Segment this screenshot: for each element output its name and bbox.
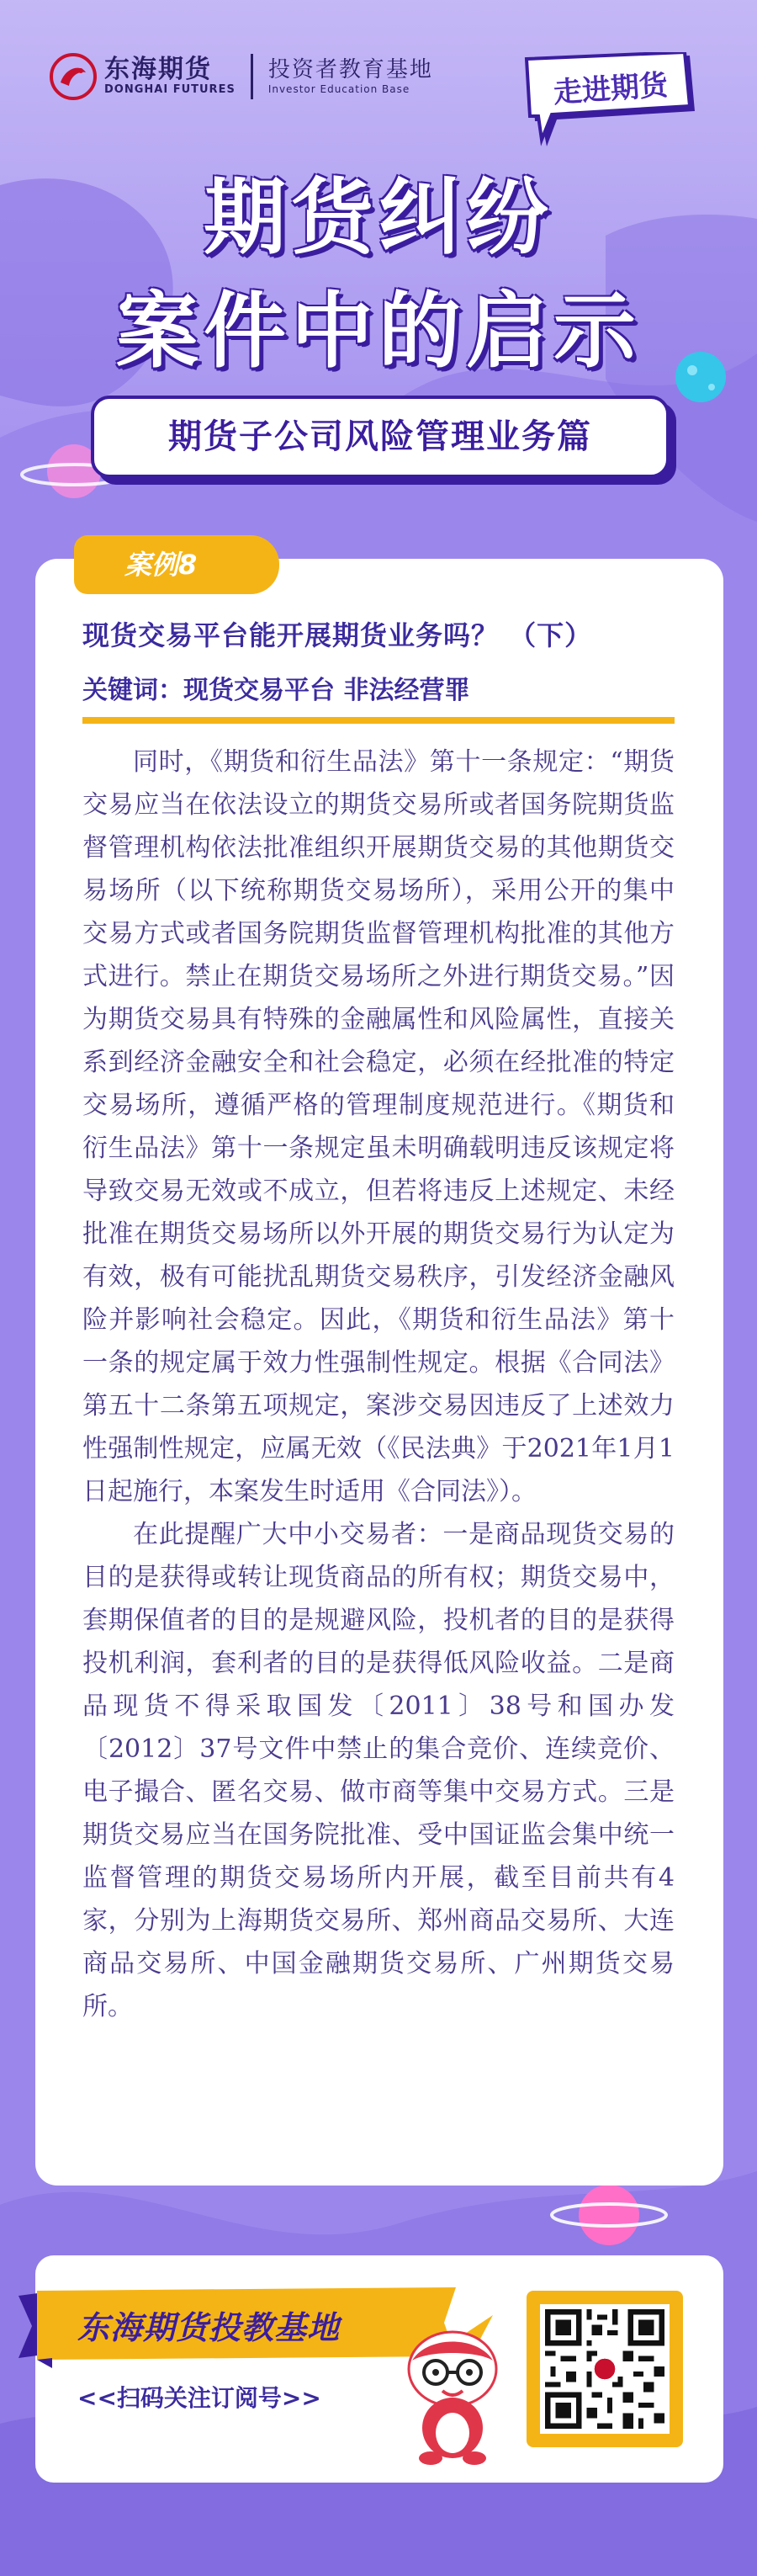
dragon-logo-icon <box>49 52 98 101</box>
education-base-label <box>268 57 433 96</box>
main-title-line-1: 期货纠纷 <box>203 170 553 266</box>
case-tag: 案例8 <box>74 535 279 594</box>
education-base-cn: 投资者教育基地 <box>267 57 433 82</box>
subtitle-banner: 期货子公司风险管理业务篇 <box>91 396 670 478</box>
footer-banner-label: 东海期货投教基地 <box>77 2309 341 2346</box>
dragon-mascot-icon <box>394 2310 511 2466</box>
education-base-en: Investor Education Base <box>267 83 410 95</box>
subscribe-prompt: <<扫码关注订阅号>> <box>77 2384 321 2412</box>
title-divider <box>82 717 675 724</box>
qr-code[interactable] <box>540 2304 670 2434</box>
case-body <box>82 741 675 2028</box>
bubble-label: 走进期货 <box>552 68 670 110</box>
brand-name-cn: 东海期货 <box>104 55 212 84</box>
body-paragraph-1: 同时，《期货和衍生品法》第十一条规定：“期货交易应当在依法设立的期货交易所或者国务院期货监督管理机构依法批准组织开展期货交易的其他期货交易场所（以下统称期货交易场所），采用公开的集中交易方式或者国务院期货监督管理机构批准的其他方式进行。禁止在期货交易场所之外进行期货交易。”因为期货交易具有特殊的金融属性和风险属性，直接关系到经济金融安全和社会稳定，必须在经批准的特定交易场所，遵循严格的管理制度规范进行。《期货和衍生品法》第十一条规定虽未明确载明违反该规定将导致交易无效或不成立，但若将违反上述规定、未经批准在期货交易场所以外开展的期货交易行为认定为有效，极有可能扰乱期货交易秩序，引发经济金融风险并影响社会稳定。因此，《期货和衍生品法》第十一条的规定属于效力性强制性规定。根据《合同法》第五十二条第五项规定，案涉交易因违反了上述效力性强制性规定，应属无效（《民法典》于2021年1月1日起施行，本案发生时适用《合同法》）。 <box>82 747 675 1506</box>
brand-header <box>49 52 433 101</box>
case-keywords: 关键词：现货交易平台 非法经营罪 <box>82 676 470 705</box>
logo-divider <box>251 54 253 99</box>
body-paragraph-2: 在此提醒广大中小交易者：一是商品现货交易的目的是获得或转让现货商品的所有权；期货交易中，套期保值者的目的是规避风险，投机者的目的是获得投机利润，套利者的目的是获得低风险收益。二是商品现货不得采取国发〔2011〕38号和国办发〔2012〕37号文件中禁止的集合竞价、连续竞价、电子撮合、匿名交易、做市商等集中交易方式。三是期货交易应当在国务院批准、受中国证监会集中统一监督管理的期货交易场所内开展，截至目前共有4家，分别为上海期货交易所、郑州商品交易所、大连商品交易所、中国金融期货交易所、广州期货交易所。 <box>82 1520 675 2021</box>
brand-name-en: DONGHAI FUTURES <box>104 83 236 96</box>
brand-name <box>104 56 236 97</box>
case-title: 现货交易平台能开展期货业务吗？ （下） <box>82 619 593 651</box>
main-title-line-2: 案件中的启示 <box>115 284 641 380</box>
